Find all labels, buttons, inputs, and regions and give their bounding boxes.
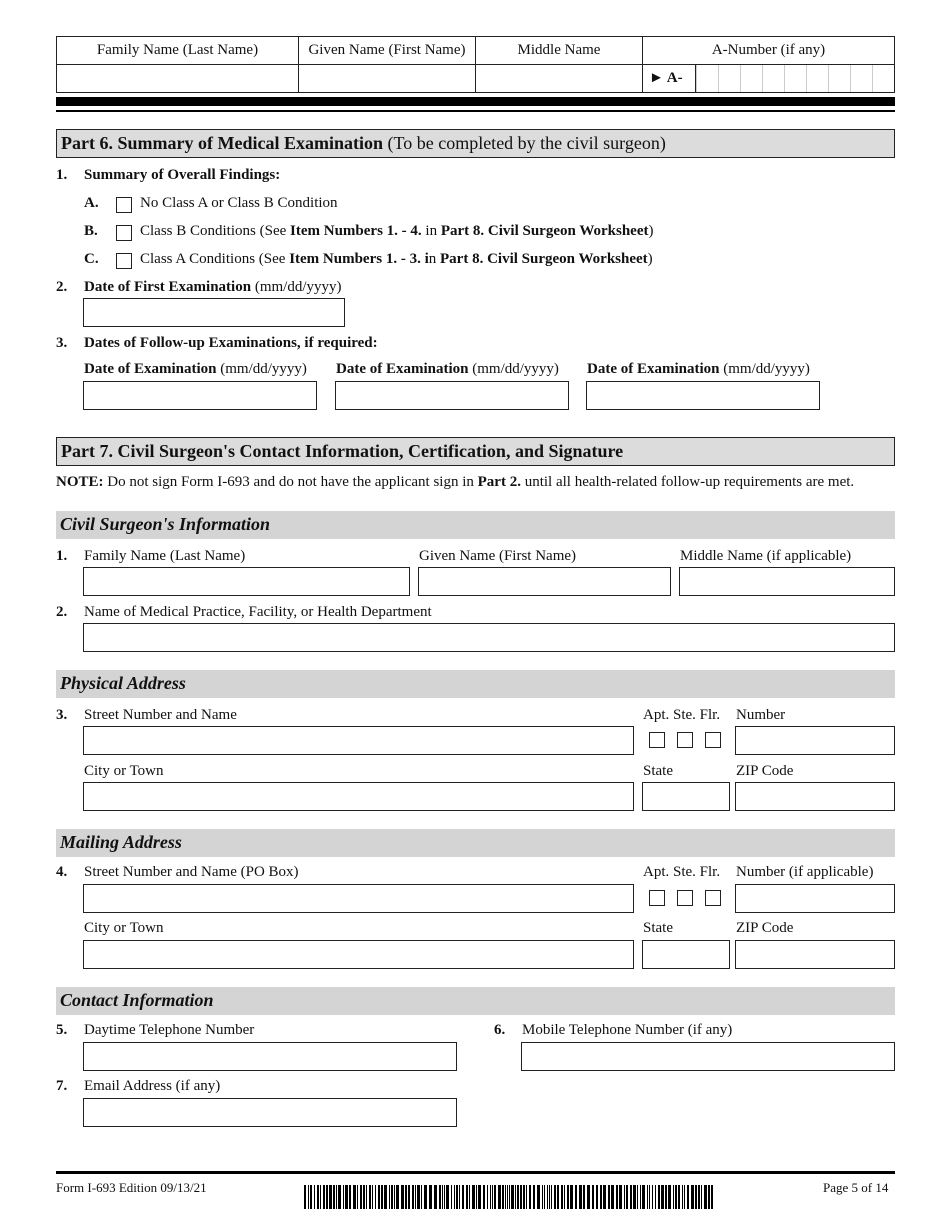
barcode-bar [608,1185,610,1209]
phys-flr-checkbox[interactable] [705,732,721,748]
barcode-bar [630,1185,632,1209]
phys-number-input[interactable] [735,726,895,755]
barcode-bar [509,1185,510,1209]
barcode-bar [567,1185,569,1209]
barcode-bar [476,1185,477,1209]
header-thin-rule [56,110,895,112]
phys-number-label: Number [736,707,786,723]
barcode-bar [384,1185,387,1209]
p6-item1a-letter: A. [84,195,99,211]
barcode-bar [592,1185,594,1209]
barcode-bar [451,1185,452,1209]
phys-state-input[interactable] [642,782,730,811]
barcode-bar [687,1185,689,1209]
p7-item3-number: 3. [56,707,68,723]
contact-info-heading: Contact Information [56,987,895,1015]
phys-zip-input[interactable] [735,782,895,811]
barcode-bar [478,1185,481,1209]
header-table [56,36,895,93]
header-given-input[interactable] [299,65,476,93]
header-anumber-input[interactable] [643,65,895,93]
barcode-bar [317,1185,319,1209]
barcode-bar [682,1185,683,1209]
email-label: Email Address (if any) [84,1078,221,1094]
mail-number-label: Number (if applicable) [736,864,874,880]
barcode-bar [466,1185,468,1209]
barcode-bar [507,1185,508,1209]
barcode-bar [520,1185,522,1209]
barcode-bar [389,1185,390,1209]
barcode-bar [408,1185,410,1209]
barcode-bar [695,1185,697,1209]
barcode-bar [523,1185,525,1209]
phys-city-input[interactable] [83,782,634,811]
followup-date2-label: Date of Examination (mm/dd/yyyy) [336,361,559,377]
p7-item1-number: 1. [56,548,68,564]
barcode-bar [391,1185,393,1209]
barcode-bar [366,1185,367,1209]
mail-apt-label: Apt. Ste. Flr. [643,864,721,880]
barcode-bar [369,1185,371,1209]
barcode-bar [434,1185,437,1209]
mail-city-input[interactable] [83,940,634,969]
mail-street-label: Street Number and Name (PO Box) [84,864,299,880]
mail-street-input[interactable] [83,884,634,913]
barcode-bar [417,1185,420,1209]
barcode-bar [454,1185,455,1209]
phys-apt-label: Apt. Ste. Flr. [643,707,721,723]
barcode-bar [652,1185,653,1209]
barcode-bar [704,1185,707,1209]
p6-item2-label: Date of First Examination (mm/dd/yyyy) [84,279,342,295]
daytime-phone-label: Daytime Telephone Number [84,1022,255,1038]
p6-item1b-text: Class B Conditions (See Item Numbers 1. - 4. in Part 8. Civil Surgeon Worksheet) [140,223,654,239]
phys-street-input[interactable] [83,726,634,755]
header-family-input[interactable] [57,65,299,93]
barcode-bar [698,1185,700,1209]
cs-middle-input[interactable] [679,567,895,596]
barcode-bar [684,1185,685,1209]
barcode-bar [583,1185,585,1209]
p6-item2-number: 2. [56,279,68,295]
mail-state-label: State [643,920,673,936]
barcode-bar [310,1185,312,1209]
p6-item1c-checkbox[interactable] [116,253,132,269]
header-middle-label: Middle Name [476,37,643,65]
part7-heading: Part 7. Civil Surgeon's Contact Information, Certification, and Signature [56,437,895,466]
barcode-bar [415,1185,416,1209]
barcode-bar [483,1185,485,1209]
barcode-bar [529,1185,531,1209]
barcode-bar [526,1185,527,1209]
barcode-bar [363,1185,365,1209]
mobile-phone-label: Mobile Telephone Number (if any) [522,1022,733,1038]
footer-rule [56,1171,895,1174]
barcode-bar [637,1185,638,1209]
header-given-label: Given Name (First Name) [299,37,476,65]
barcode-bar [554,1185,556,1209]
phys-street-label: Street Number and Name [84,707,237,723]
barcode-bar [498,1185,501,1209]
barcode-bar [401,1185,404,1209]
barcode-bar [439,1185,441,1209]
barcode-bar [626,1185,628,1209]
barcode-bar [570,1185,573,1209]
barcode-bar [640,1185,641,1209]
mail-zip-input[interactable] [735,940,895,969]
barcode-bar [494,1185,496,1209]
barcode-bar [459,1185,460,1209]
barcode-bar [533,1185,535,1209]
barcode-bar [487,1185,488,1209]
barcode-bar [405,1185,407,1209]
barcode-bar [336,1185,337,1209]
mail-zip-label: ZIP Code [736,920,794,936]
followup-date1-label: Date of Examination (mm/dd/yyyy) [84,361,307,377]
practice-name-label: Name of Medical Practice, Facility, or Health Department [84,604,432,620]
barcode-bar [446,1185,449,1209]
barcode-bar [505,1185,506,1209]
barcode-bar [502,1185,504,1209]
barcode-bar [701,1185,702,1209]
barcode-bar [472,1185,475,1209]
mail-ste-checkbox[interactable] [677,890,693,906]
barcode-bar [343,1185,344,1209]
mail-state-input[interactable] [642,940,730,969]
barcode-bar [557,1185,559,1209]
followup-date3-input[interactable] [586,381,820,410]
p6-item1b-checkbox[interactable] [116,225,132,241]
barcode-bar [665,1185,667,1209]
barcode-bar [314,1185,315,1209]
barcode-bar [544,1185,545,1209]
part6-heading: Part 6. Summary of Medical Examination (To be completed by the civil surgeon) [56,129,895,158]
barcode-bar [551,1185,552,1209]
barcode [304,1185,714,1209]
barcode-bar [549,1185,550,1209]
header-thick-rule [56,97,895,106]
barcode-bar [333,1185,335,1209]
barcode-bar [323,1185,325,1209]
barcode-bar [349,1185,351,1209]
part7-note: NOTE: Do not sign Form I-693 and do not have the applicant sign in Part 2. until all health-related follow-up requirements are met. [56,474,855,490]
cs-middle-label: Middle Name (if applicable) [680,548,852,564]
barcode-bar [596,1185,598,1209]
phys-zip-label: ZIP Code [736,763,794,779]
mailing-address-heading: Mailing Address [56,829,895,857]
barcode-bar [579,1185,582,1209]
barcode-bar [338,1185,341,1209]
barcode-bar [611,1185,614,1209]
barcode-bar [378,1185,380,1209]
barcode-bar [429,1185,432,1209]
daytime-phone-input[interactable] [83,1042,457,1071]
phys-apt-checkbox[interactable] [649,732,665,748]
followup-date1-input[interactable] [83,381,317,410]
barcode-bar [372,1185,373,1209]
barcode-bar [345,1185,348,1209]
barcode-bar [678,1185,680,1209]
barcode-bar [624,1185,625,1209]
barcode-bar [326,1185,328,1209]
header-middle-input[interactable] [476,65,643,93]
mobile-phone-input[interactable] [521,1042,895,1071]
barcode-bar [394,1185,395,1209]
p6-item1c-letter: C. [84,251,99,267]
p6-item1b-letter: B. [84,223,98,239]
barcode-bar [708,1185,710,1209]
barcode-bar [649,1185,650,1209]
barcode-bar [537,1185,540,1209]
barcode-bar [357,1185,358,1209]
footer-form-edition: Form I-693 Edition 09/13/21 [56,1180,207,1195]
followup-date2-input[interactable] [335,381,569,410]
barcode-bar [711,1185,713,1209]
barcode-bar [658,1185,660,1209]
barcode-bar [661,1185,664,1209]
phys-ste-checkbox[interactable] [677,732,693,748]
phys-city-label: City or Town [84,763,164,779]
barcode-bar [515,1185,516,1209]
cs-family-input[interactable] [83,567,410,596]
phys-state-label: State [643,763,673,779]
anumber-cells [695,65,894,92]
barcode-bar [442,1185,443,1209]
cs-given-label: Given Name (First Name) [419,548,577,564]
mail-flr-checkbox[interactable] [705,890,721,906]
mail-city-label: City or Town [84,920,164,936]
physical-address-heading: Physical Address [56,670,895,698]
anumber-prefix: ► A- [649,70,683,86]
barcode-bar [456,1185,458,1209]
barcode-bar [668,1185,671,1209]
barcode-bar [375,1185,376,1209]
p6-item1a-checkbox[interactable] [116,197,132,213]
p6-item1a-text: No Class A or Class B Condition [140,195,338,211]
mail-number-input[interactable] [735,884,895,913]
p7-item4-number: 4. [56,864,68,880]
p6-item1-number: 1. [56,167,68,183]
barcode-bar [561,1185,563,1209]
barcode-bar [647,1185,648,1209]
barcode-bar [619,1185,622,1209]
barcode-bar [517,1185,519,1209]
practice-name-input[interactable] [83,623,895,652]
cs-given-input[interactable] [418,567,671,596]
date-first-exam-input[interactable] [83,298,345,327]
barcode-bar [600,1185,602,1209]
barcode-bar [675,1185,677,1209]
barcode-bar [655,1185,656,1209]
p7-item5-number: 5. [56,1022,68,1038]
barcode-bar [353,1185,356,1209]
barcode-bar [691,1185,694,1209]
mail-apt-checkbox[interactable] [649,890,665,906]
header-family-label: Family Name (Last Name) [57,37,299,65]
barcode-bar [360,1185,362,1209]
header-anumber-label: A-Number (if any) [643,37,895,65]
p7-item6-number: 6. [494,1022,506,1038]
barcode-bar [511,1185,514,1209]
barcode-bar [444,1185,445,1209]
barcode-bar [469,1185,470,1209]
barcode-bar [320,1185,321,1209]
barcode-bar [304,1185,306,1209]
p7-item7-number: 7. [56,1078,68,1094]
barcode-bar [587,1185,590,1209]
p7-item2-number: 2. [56,604,68,620]
p6-item3-number: 3. [56,335,68,351]
barcode-bar [381,1185,383,1209]
p6-item1c-text: Class A Conditions (See Item Numbers 1. - 3. in Part 8. Civil Surgeon Worksheet) [140,251,653,267]
barcode-bar [564,1185,565,1209]
barcode-bar [421,1185,422,1209]
barcode-bar [616,1185,618,1209]
p6-item1-label: Summary of Overall Findings: [84,167,281,183]
barcode-bar [542,1185,543,1209]
civil-surgeon-info-heading: Civil Surgeon's Information [56,511,895,539]
footer-page-number: Page 5 of 14 [823,1180,889,1195]
barcode-bar [492,1185,493,1209]
p6-item3-label: Dates of Follow-up Examinations, if required: [84,335,378,351]
barcode-bar [424,1185,427,1209]
cs-family-label: Family Name (Last Name) [84,548,246,564]
followup-date3-label: Date of Examination (mm/dd/yyyy) [587,361,810,377]
barcode-bar [575,1185,577,1209]
barcode-bar [396,1185,399,1209]
barcode-bar [547,1185,548,1209]
barcode-bar [412,1185,414,1209]
barcode-bar [308,1185,309,1209]
barcode-bar [329,1185,332,1209]
barcode-bar [633,1185,636,1209]
barcode-bar [642,1185,645,1209]
barcode-bar [490,1185,491,1209]
barcode-bar [603,1185,606,1209]
email-input[interactable] [83,1098,457,1127]
barcode-bar [462,1185,464,1209]
barcode-bar [673,1185,674,1209]
